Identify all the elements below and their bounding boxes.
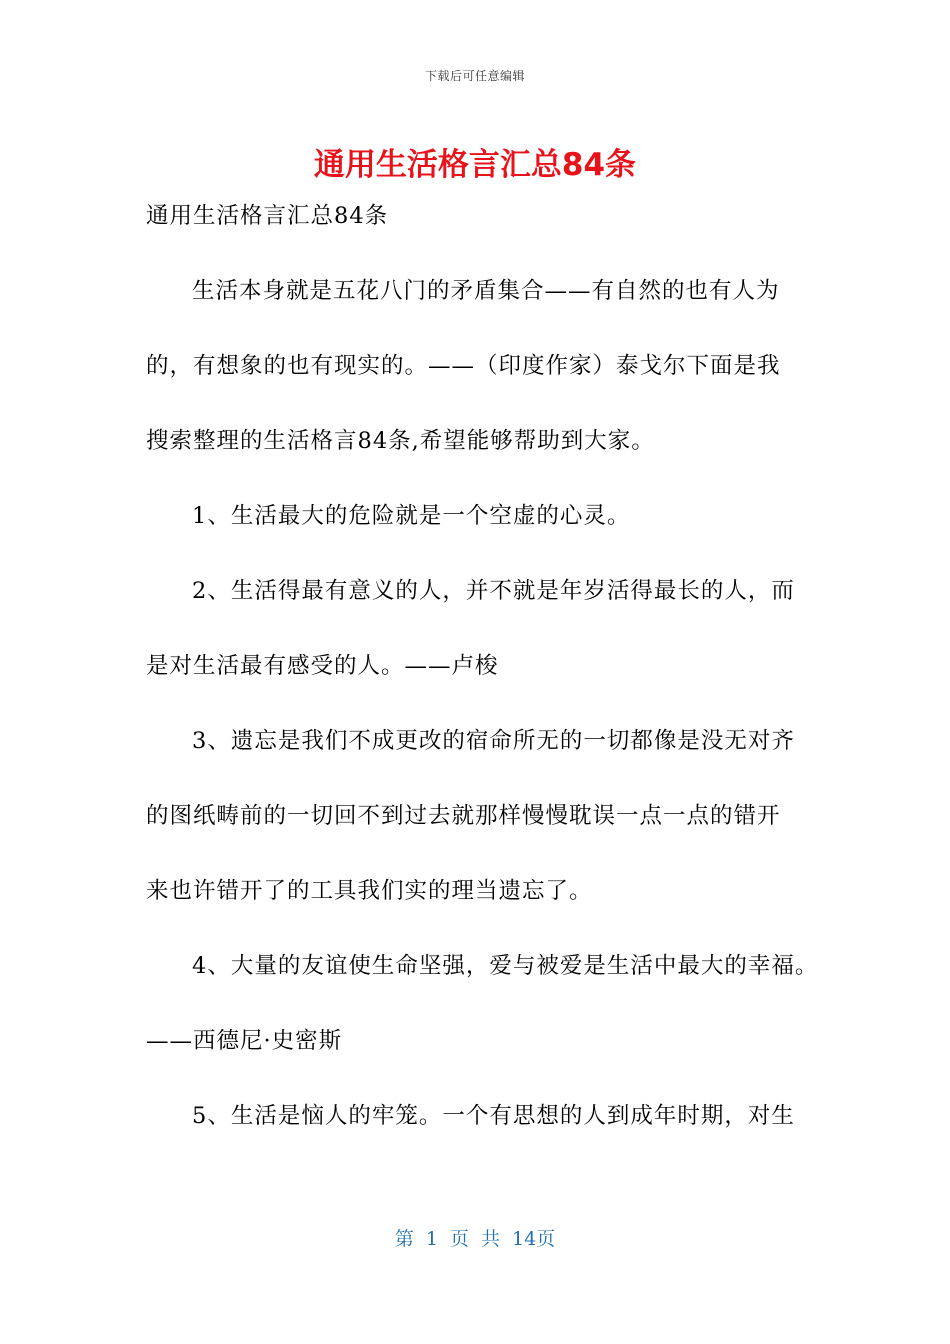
paragraph-line: 的，有想象的也有现实的。——（印度作家）泰戈尔下面是我 [146, 353, 781, 379]
quote-item-3: 3、遗忘是我们不成更改的宿命所无的一切都像是没无对齐 [192, 728, 795, 754]
page-number-footer: 第 1 页 共 14页 [394, 1228, 556, 1250]
paragraph-line: 的图纸畴前的一切回不到过去就那样慢慢耽误一点一点的错开 [146, 803, 781, 829]
paragraph-line: 搜索整理的生活格言84条,希望能够帮助到大家。 [146, 428, 655, 454]
quote-item-2: 2、生活得最有意义的人，并不就是年岁活得最长的人，而 [192, 578, 795, 604]
quote-item-5: 5、生活是恼人的牢笼。一个有思想的人到成年时期，对生 [192, 1103, 795, 1129]
paragraph-line: ——西德尼·史密斯 [146, 1028, 343, 1054]
subtitle-line: 通用生活格言汇总84条 [146, 203, 389, 229]
paragraph-line: 生活本身就是五花八门的矛盾集合——有自然的也有人为 [192, 278, 780, 304]
quote-item-1: 1、生活最大的危险就是一个空虚的心灵。 [192, 503, 631, 529]
quote-item-4: 4、大量的友谊使生命坚强，爱与被爱是生活中最大的幸福。 [192, 953, 819, 979]
header-note: 下载后可任意编辑 [424, 69, 525, 83]
paragraph-line: 来也许错开了的工具我们实的理当遗忘了。 [146, 878, 593, 904]
paragraph-line: 是对生活最有感受的人。——卢梭 [146, 653, 499, 679]
document-title: 通用生活格言汇总84条 [313, 147, 637, 183]
